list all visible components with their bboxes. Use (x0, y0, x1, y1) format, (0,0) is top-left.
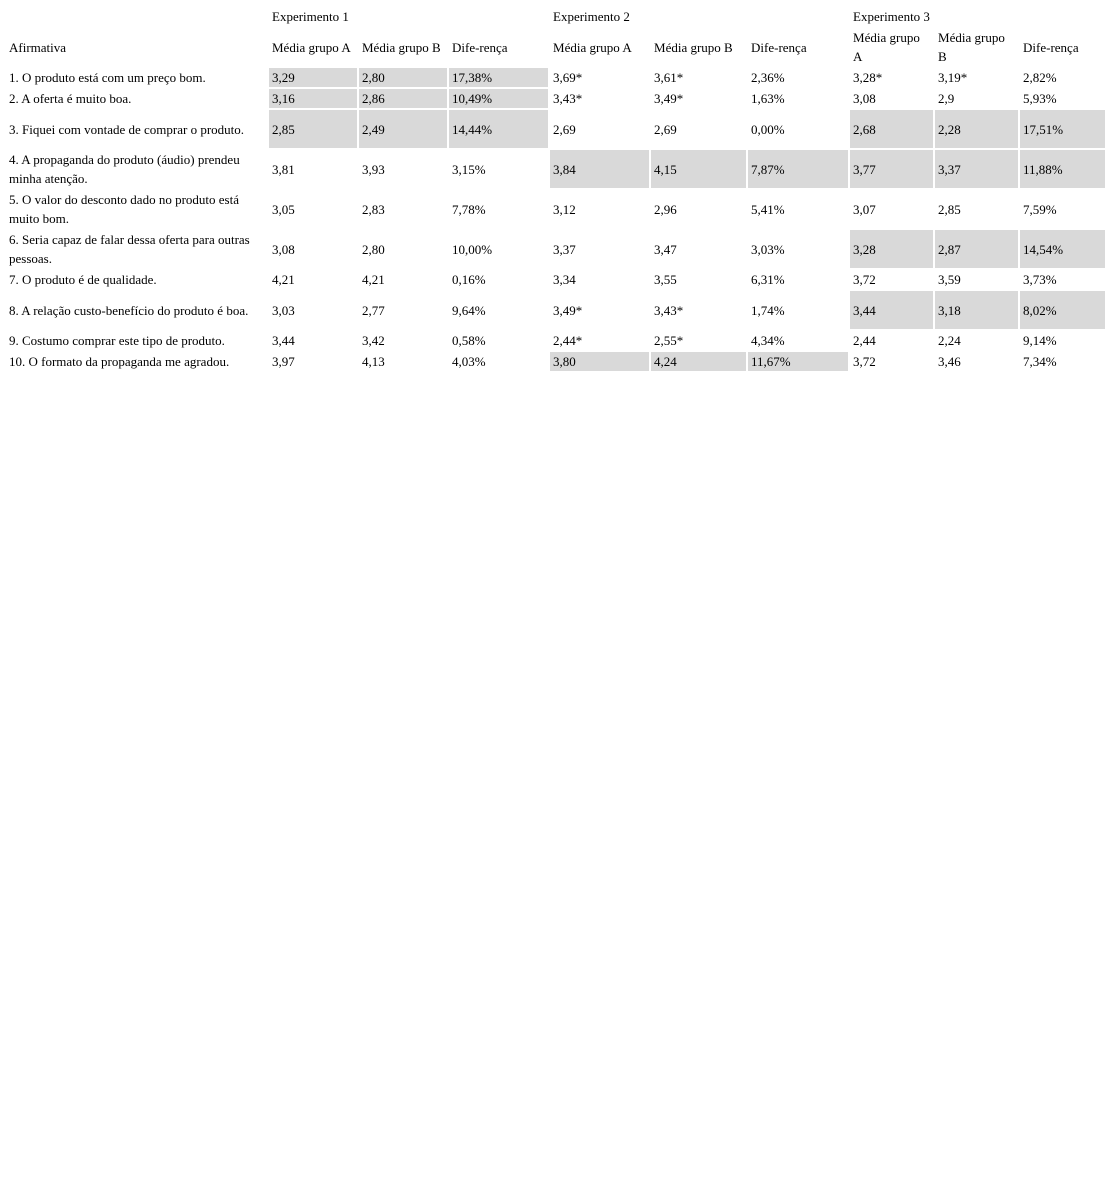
exp1-group-b-cell: 3,42 (362, 333, 385, 348)
exp2-difference-cell: 7,87% (748, 150, 848, 188)
exp1-group-b-cell: 2,80 (362, 241, 385, 257)
table-row (6, 230, 1105, 268)
exp2-group-a-cell: 3,49* (553, 302, 583, 318)
exp3-difference-cell: 17,51% (1020, 110, 1105, 148)
exp3-group-a-cell: 2,68 (850, 110, 933, 148)
exp2-group-b-cell: 3,47 (654, 241, 677, 257)
exp1-group-a-cell: 3,81 (272, 161, 295, 177)
exp2-difference-cell: 2,36% (751, 70, 785, 85)
exp2-difference-cell: 0,00% (751, 121, 785, 137)
exp1-group-b-cell: 2,77 (362, 302, 385, 318)
exp1-group-a-cell: 2,85 (269, 110, 357, 148)
exp3-difference-cell: 8,02% (1020, 291, 1105, 329)
exp2-group-b-cell: 2,55* (654, 333, 684, 348)
exp3-difference-cell: 3,73% (1023, 272, 1057, 287)
exp2-group-a-cell: 3,37 (553, 241, 576, 257)
results-table-body (6, 68, 1105, 371)
exp2-difference-cell: 1,63% (751, 91, 785, 106)
exp3-difference-cell: 9,14% (1023, 333, 1057, 348)
exp3-group-b-cell: 3,37 (935, 150, 1018, 188)
exp2-group-b-cell: 3,55 (654, 272, 677, 287)
exp2-group-a-cell: 3,43* (553, 91, 583, 106)
exp1-group-a-cell: 3,03 (272, 302, 295, 318)
experiment-header-row (6, 7, 1105, 26)
exp1-group-b-cell: 2,86 (359, 89, 447, 108)
exp3-difference-cell: 2,82% (1023, 70, 1057, 85)
exp1-difference-cell: 0,16% (452, 272, 486, 287)
exp1-group-a-header: Média grupo A (272, 39, 351, 55)
exp3-difference-cell: 11,88% (1020, 150, 1105, 188)
exp2-group-a-cell: 2,69 (553, 121, 576, 137)
exp1-group-a-cell: 3,44 (272, 333, 295, 348)
exp2-group-b-cell: 3,49* (654, 91, 684, 106)
exp1-group-a-cell: 3,16 (269, 89, 357, 108)
exp2-group-a-cell: 3,12 (553, 201, 576, 217)
column-header-row (6, 28, 1105, 66)
results-table (4, 5, 1107, 373)
exp3-group-a-cell: 3,07 (853, 201, 876, 217)
exp3-group-a-cell: 3,72 (853, 354, 876, 369)
exp1-difference-cell: 9,64% (452, 302, 486, 318)
exp3-group-b-cell: 3,59 (938, 272, 961, 287)
table-row (6, 352, 1105, 371)
statement-cell: 3. Fiquei com vontade de comprar o produto. (9, 121, 245, 137)
exp1-difference-cell: 0,58% (452, 333, 486, 348)
exp2-group-b-cell: 2,69 (654, 121, 677, 137)
statement-cell: 1. O produto está com um preço bom. (9, 70, 206, 85)
statement-cell: 10. O formato da propaganda me agradou. (9, 354, 230, 369)
exp1-group-b-cell: 2,83 (362, 201, 385, 217)
exp3-difference-cell: 14,54% (1020, 230, 1105, 268)
statement-cell: 8. A relação custo-benefício do produto é boa. (9, 302, 249, 318)
exp1-group-a-cell: 3,97 (272, 354, 295, 369)
table-row (6, 190, 1105, 228)
statement-cell: 9. Costumo comprar este tipo de produto. (9, 333, 225, 348)
exp1-difference-cell: 4,03% (452, 354, 486, 369)
exp1-difference-cell: 17,38% (449, 68, 548, 87)
exp1-group-b-cell: 4,21 (362, 272, 385, 287)
exp1-group-b-header: Média grupo B (362, 39, 441, 55)
table-row (6, 331, 1105, 350)
statement-column-header: Afirmativa (9, 39, 67, 55)
exp2-group-a-cell: 3,34 (553, 272, 576, 287)
exp3-group-a-header: Média grupo A (853, 30, 920, 64)
exp3-group-b-cell: 2,24 (938, 333, 961, 348)
statement-cell: 7. O produto é de qualidade. (9, 272, 157, 287)
statement-cell: 5. O valor do desconto dado no produto está muito bom. (9, 192, 239, 226)
exp3-group-a-cell: 3,77 (850, 150, 933, 188)
exp3-group-b-header: Média grupo B (938, 30, 1005, 64)
exp3-group-b-cell: 3,46 (938, 354, 961, 369)
exp3-group-a-cell: 2,44 (853, 333, 876, 348)
exp2-group-b-header: Média grupo B (654, 39, 733, 55)
exp1-group-a-cell: 3,08 (272, 241, 295, 257)
table-row (6, 89, 1105, 108)
table-row (6, 68, 1105, 87)
experiment-1-title: Experimento 1 (272, 9, 349, 24)
exp1-group-b-cell: 4,13 (362, 354, 385, 369)
exp1-difference-cell: 3,15% (452, 161, 486, 177)
exp2-difference-cell: 11,67% (748, 352, 848, 371)
exp3-group-b-cell: 2,28 (935, 110, 1018, 148)
experiment-2-title: Experimento 2 (553, 9, 630, 24)
statement-cell: 2. A oferta é muito boa. (9, 91, 132, 106)
empty-corner-cell (6, 7, 267, 26)
exp1-group-b-cell: 2,80 (359, 68, 447, 87)
exp2-difference-cell: 6,31% (751, 272, 785, 287)
exp3-group-b-cell: 3,18 (935, 291, 1018, 329)
exp1-group-b-cell: 3,93 (362, 161, 385, 177)
exp2-group-b-cell: 3,43* (654, 302, 684, 318)
exp2-difference-header: Dife-rença (751, 39, 807, 55)
exp3-group-a-cell: 3,28* (853, 70, 883, 85)
exp1-difference-cell: 7,78% (452, 201, 486, 217)
exp3-difference-cell: 7,34% (1023, 354, 1057, 369)
exp2-group-b-cell: 4,24 (651, 352, 746, 371)
exp2-group-a-header: Média grupo A (553, 39, 632, 55)
experiment-3-title: Experimento 3 (853, 9, 930, 24)
exp3-group-b-cell: 3,19* (938, 70, 968, 85)
exp2-difference-cell: 5,41% (751, 201, 785, 217)
table-row (6, 291, 1105, 329)
statement-cell: 4. A propaganda do produto (áudio) prendeu minha atenção. (9, 152, 240, 186)
exp3-difference-cell: 7,59% (1023, 201, 1057, 217)
exp2-group-b-cell: 4,15 (651, 150, 746, 188)
table-row (6, 150, 1105, 188)
table-row (6, 270, 1105, 289)
exp3-group-b-cell: 2,9 (938, 91, 955, 106)
exp1-difference-header: Dife-rença (452, 39, 508, 55)
exp1-group-a-cell: 4,21 (272, 272, 295, 287)
exp1-group-a-cell: 3,05 (272, 201, 295, 217)
statement-cell: 6. Seria capaz de falar dessa oferta para outras pessoas. (9, 232, 250, 266)
exp2-difference-cell: 1,74% (751, 302, 785, 318)
exp1-difference-cell: 10,49% (449, 89, 548, 108)
exp3-difference-cell: 5,93% (1023, 91, 1057, 106)
exp1-group-b-cell: 2,49 (359, 110, 447, 148)
exp3-difference-header: Dife-rença (1023, 39, 1079, 55)
exp2-difference-cell: 4,34% (751, 333, 785, 348)
exp3-group-a-cell: 3,08 (853, 91, 876, 106)
exp3-group-a-cell: 3,28 (850, 230, 933, 268)
table-row (6, 110, 1105, 148)
exp2-group-b-cell: 2,96 (654, 201, 677, 217)
exp3-group-b-cell: 2,87 (935, 230, 1018, 268)
exp2-group-b-cell: 3,61* (654, 70, 684, 85)
exp2-group-a-cell: 3,80 (550, 352, 649, 371)
exp2-difference-cell: 3,03% (751, 241, 785, 257)
exp2-group-a-cell: 3,69* (553, 70, 583, 85)
exp2-group-a-cell: 2,44* (553, 333, 583, 348)
exp1-group-a-cell: 3,29 (269, 68, 357, 87)
exp2-group-a-cell: 3,84 (550, 150, 649, 188)
exp1-difference-cell: 10,00% (452, 241, 493, 257)
exp1-difference-cell: 14,44% (449, 110, 548, 148)
exp3-group-a-cell: 3,44 (850, 291, 933, 329)
exp3-group-a-cell: 3,72 (853, 272, 876, 287)
exp3-group-b-cell: 2,85 (938, 201, 961, 217)
